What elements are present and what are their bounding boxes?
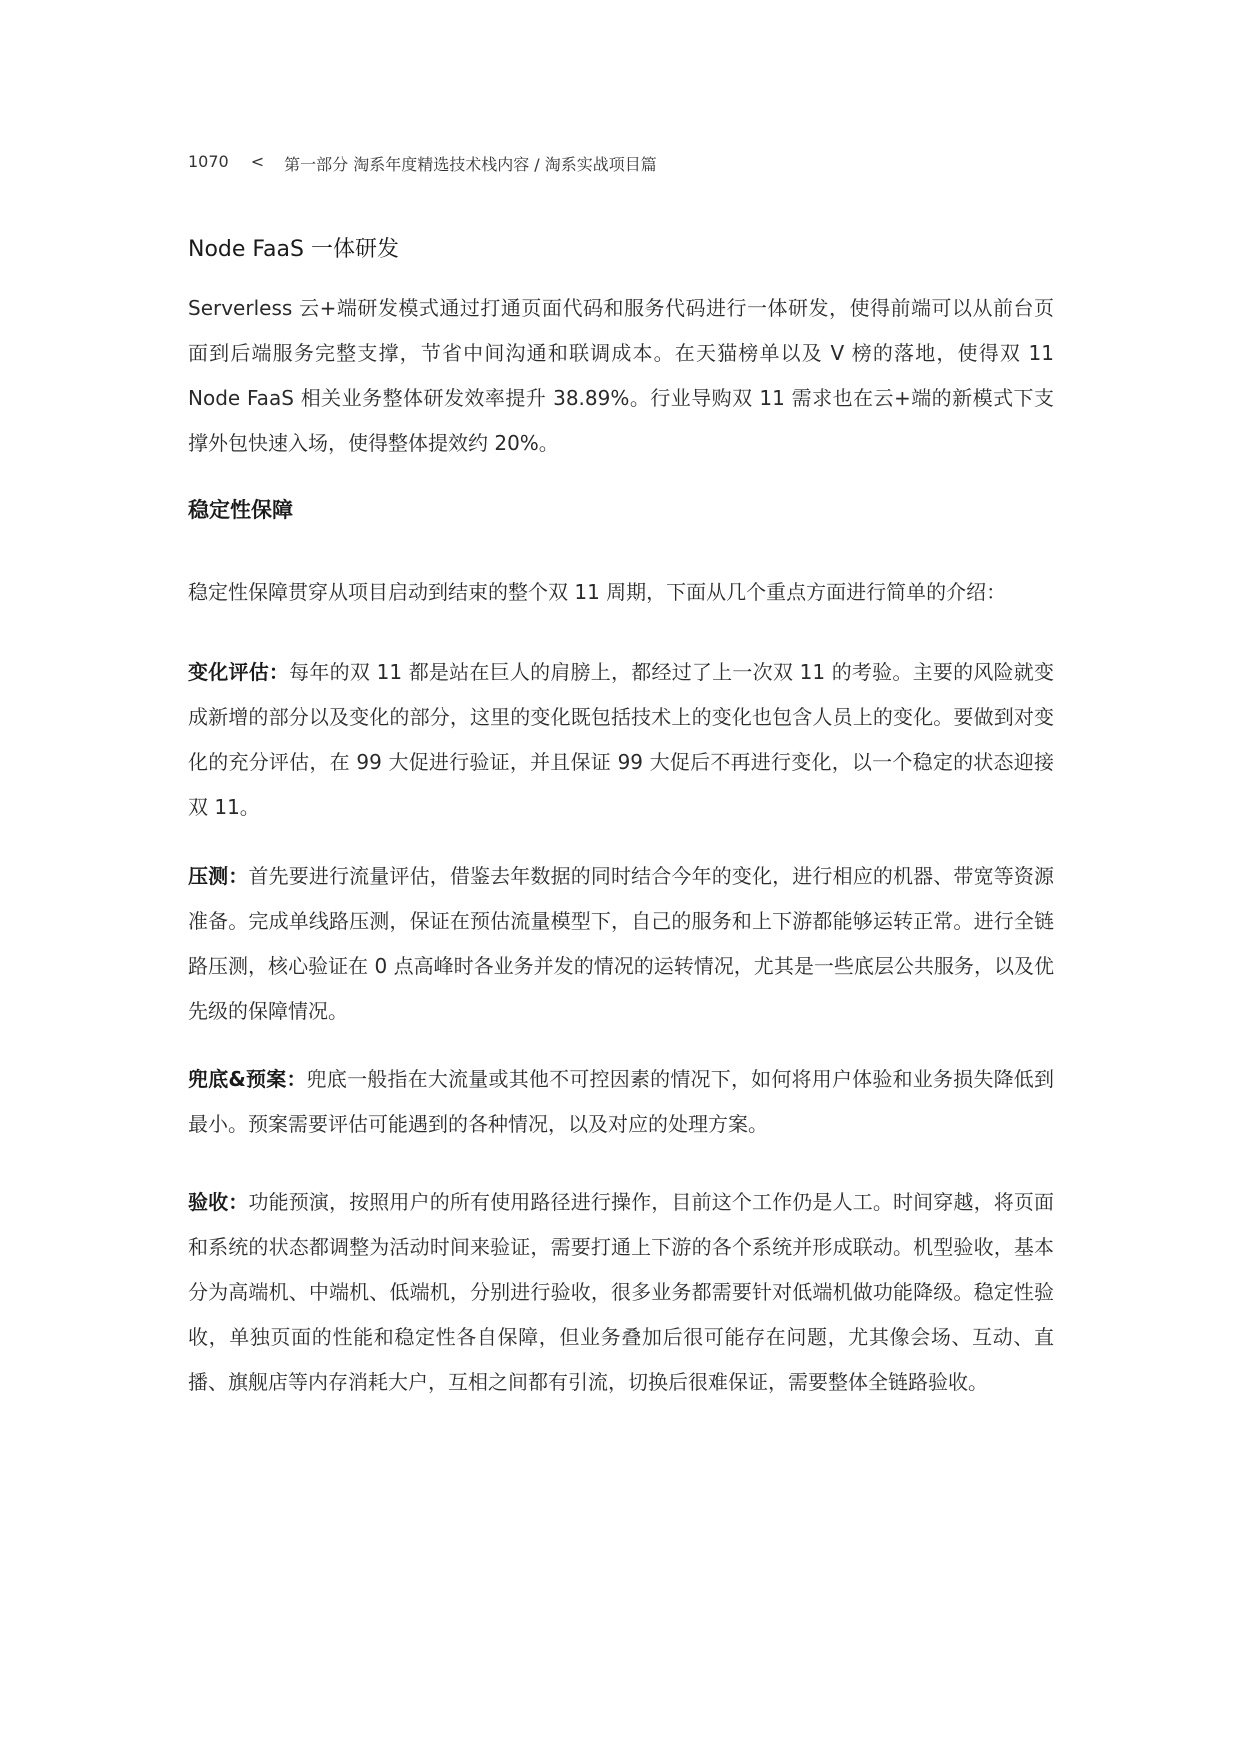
paragraph-fallback-plan	[188, 1057, 1054, 1147]
lead-change-assessment: 变化评估：	[188, 660, 290, 684]
paragraph-change-assessment	[188, 650, 1054, 830]
chevron-left-icon: <	[250, 152, 265, 171]
section-title-node-faas: Node FaaS 一体研发	[188, 237, 399, 262]
running-header	[188, 152, 657, 175]
lead-acceptance: 验收：	[188, 1190, 249, 1214]
lead-stress-test: 压测：	[188, 864, 249, 888]
breadcrumb: 第一部分 淘系年度精选技术栈内容 / 淘系实战项目篇	[284, 155, 657, 174]
section-title-stability: 稳定性保障	[188, 498, 293, 522]
paragraph-stability-intro: 稳定性保障贯穿从项目启动到结束的整个双 11 周期，下面从几个重点方面进行简单的介绍：	[188, 580, 1007, 604]
paragraph-node-faas: Serverless 云+端研发模式通过打通页面代码和服务代码进行一体研发，使得前端可以从前台页面到后端服务完整支撑，节省中间沟通和联调成本。在天猫榜单以及 V 榜的落地，使得双 11 Node FaaS 相关业务整体研发效率提升 38.89%。行业导购双 11 需求也在云+端的新模式下支撑外包快速入场，使得整体提效约 20%。	[188, 296, 1054, 455]
paragraph-stress-test	[188, 854, 1054, 1034]
lead-fallback-plan: 兜底&预案：	[188, 1067, 307, 1091]
text-fallback-plan: 兜底一般指在大流量或其他不可控因素的情况下，如何将用户体验和业务损失降低到最小。预案需要评估可能遇到的各种情况，以及对应的处理方案。	[188, 1067, 1054, 1136]
paragraph-acceptance	[188, 1180, 1054, 1405]
text-stress-test: 首先要进行流量评估，借鉴去年数据的同时结合今年的变化，进行相应的机器、带宽等资源准备。完成单线路压测，保证在预估流量模型下，自己的服务和上下游都能够运转正常。进行全链路压测，核心验证在 0 点高峰时各业务并发的情况的运转情况，尤其是一些底层公共服务，以及优先级的保障情况。	[188, 864, 1055, 1023]
text-acceptance: 功能预演，按照用户的所有使用路径进行操作，目前这个工作仍是人工。时间穿越，将页面和系统的状态都调整为活动时间来验证，需要打通上下游的各个系统并形成联动。机型验收，基本分为高端机、中端机、低端机，分别进行验收，很多业务都需要针对低端机做功能降级。稳定性验收，单独页面的性能和稳定性各自保障，但业务叠加后很可能存在问题，尤其像会场、互动、直播、旗舰店等内存消耗大户，互相之间都有引流，切换后很难保证，需要整体全链路验收。	[188, 1190, 1055, 1394]
text-change-assessment: 每年的双 11 都是站在巨人的肩膀上，都经过了上一次双 11 的考验。主要的风险就变成新增的部分以及变化的部分，这里的变化既包括技术上的变化也包含人员上的变化。要做到对变化的充分评估，在 99 大促进行验证，并且保证 99 大促后不再进行变化，以一个稳定的状态迎接双 11。	[188, 660, 1055, 819]
page-number: 1070	[188, 152, 229, 171]
